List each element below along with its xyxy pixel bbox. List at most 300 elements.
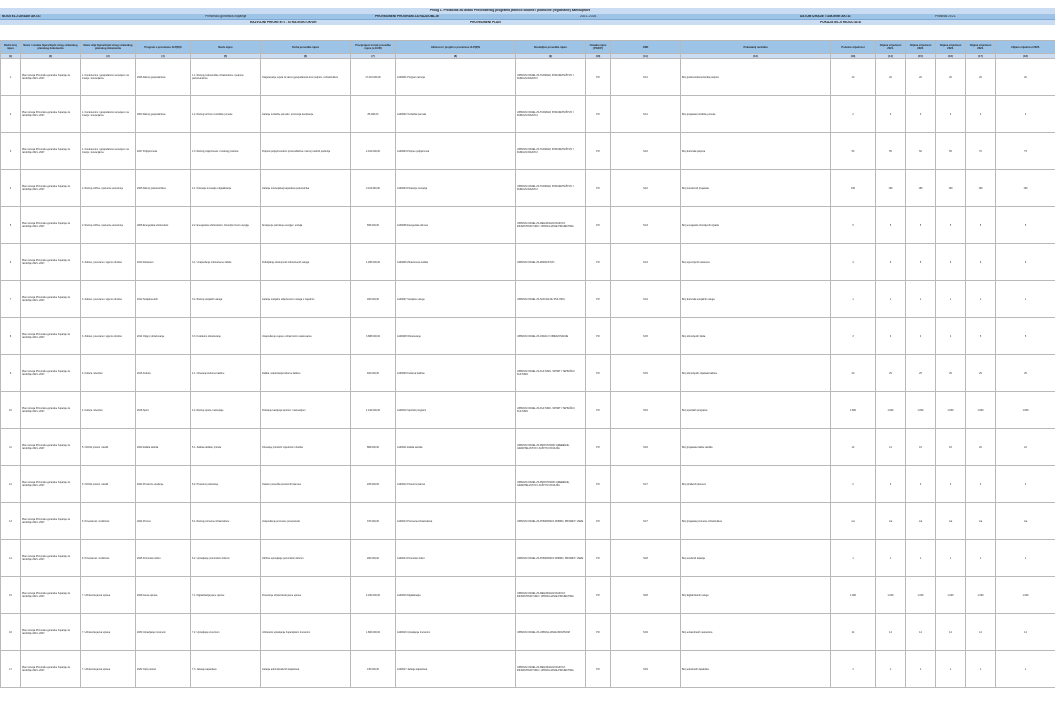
cell-v2: 150 [906,170,936,207]
column-number: (15) [906,54,936,59]
cell-activity: A100010 Sportski programi [396,392,516,429]
cell-mark: PO [586,651,611,688]
period-label: PROVEDBENI PROGRAM ZA RAZDOBLJE [375,15,439,18]
cell-v2: 60 [906,133,936,170]
cell-measure: 6.2. Upravljanje pomorskim dobrom [191,540,261,577]
cell-holder: UPRAVNI ODJEL ZA REGIONALNI RAZVOJ, INFRASTRUKTURU I UPRAVLJANJE PROJEKTIMA [516,651,586,688]
cell-goal: 1. Konkurentno i gospodarstvo temeljeno na znanju i inovacijama [81,59,136,96]
column-header: Nositelj/ce provedbe mjere [516,41,586,54]
column-number: (1) [1,54,21,59]
cell-no: 11 [1,429,21,466]
cell-program: 2018 Sport [136,392,191,429]
table-row [1,466,1055,503]
cell-v3: n/a [936,503,966,540]
cell-doc: Plan razvoja Primorsko-goranske županije za razdoblje 2021.-2027. [21,392,81,429]
cell-activity: A100004 Poticanje inovacija [396,170,516,207]
cell-program: 2005 Razvoj poduzetništva [136,170,191,207]
cell-v2: 1 [906,651,936,688]
cell-v1: 5 [876,207,906,244]
cell-v3: 4 [936,318,966,355]
cell-holder: UPRAVNI ODJEL ZA TURIZAM, PODUZETNIŠTVO I RURALNI RAZVOJ [516,170,586,207]
cell-mark: PO [586,207,611,244]
cell-program: 2025 Pomorsko dobro [136,540,191,577]
cell-v3: 1.000 [936,577,966,614]
cell-activity: A100006 Zdravstvena zaštita [396,244,516,281]
cell-purpose: Zaštita i valorizacija kulturne baštine [261,355,351,392]
cell-holder: UPRAVNI ODJEL ZA PROSTORNO UREĐENJE, GRADITELJSTVO I ZAŠTITU OKOLIŠA [516,466,586,503]
cell-v1: 5 [876,244,906,281]
cell-no: 15 [1,577,21,614]
cell-cost: 225.000,00 [351,466,396,503]
column-header: Pokazatelj rezultata [681,41,831,54]
cell-v4: 25 [966,355,996,392]
cell-v2: 4 [906,318,936,355]
cell-program: 2012 Socijalna skrb [136,281,191,318]
cell-v4: 5 [966,207,996,244]
cell-purpose: Unapređenje uvjeta u obrazovnim ustanovama [261,318,351,355]
cell-purpose: Unapređenje prometne povezanosti [261,503,351,540]
cell-goal: 1. Konkurentno i gospodarstvo temeljeno na znanju i inovacijama [81,133,136,170]
cell-doc: Plan razvoja Primorsko-goranske županije za razdoblje 2021.-2027. [21,207,81,244]
cell-indicator: Broj korisnika potpora [681,133,831,170]
cell-no: 6 [1,244,21,281]
cell-doc: Plan razvoja Primorsko-goranske županije za razdoblje 2021.-2027. [21,466,81,503]
cell-indicator: Broj educiranih djelatnika [681,651,831,688]
cell-v5: 25 [996,355,1055,392]
measures-table [0,40,1055,688]
cell-holder: UPRAVNI ODJEL ZA UPRAVLJANJE IMOVINOM [516,614,586,651]
cell-program: 2026 Razvoj gospodarstva [136,59,191,96]
cell-v3: 5 [936,207,966,244]
cell-doc: Plan razvoja Primorsko-goranske županije za razdoblje 2021.-2027. [21,59,81,96]
cell-activity: A100003 Potpore poljoprivredi [396,133,516,170]
cell-v2: 2 [906,466,936,503]
column-header: Ciljana vrijednost 2022. [906,41,936,54]
cell-measure: 7.3. Jačanje kapaciteta [191,651,261,688]
cell-base: 3 [831,318,876,355]
cell-mark: PO [586,96,611,133]
cell-holder: UPRAVNI ODJEL ZA TURIZAM, PODUZETNIŠTVO I RURALNI RAZVOJ [516,133,586,170]
column-header: Procijenjeni trošak provedbe mjere (u EUR) [351,41,396,54]
cell-v1: 1 [876,281,906,318]
cell-osd: SC3 [611,207,681,244]
cell-v5: 1 [996,651,1055,688]
table-row [1,207,1055,244]
cell-indicator: Broj projekata zaštite okoliša [681,429,831,466]
cell-indicator: Broj projekata turističke ponude [681,96,831,133]
table-row [1,133,1055,170]
cell-v4: 70 [966,133,996,170]
cell-v3: 65 [936,133,966,170]
cell-measure: 1.1. Razvoj poduzetničke infrastrukture i potpora poduzetnicima [191,59,261,96]
cell-mark: PO [586,281,611,318]
cell-goal: 4. Kultura i identitet [81,355,136,392]
cell-measure: 3.2. Razvoj socijalnih usluga [191,281,261,318]
cell-base: 150 [831,170,876,207]
cell-indicator: Broj opremljenih ustanova [681,244,831,281]
cell-goal: 6. Povezanost i mobilnost [81,540,136,577]
cell-cost: 665.000,00 [351,207,396,244]
column-header: Ciljana vrijednost 2021. [876,41,906,54]
cell-base: 4 [831,244,876,281]
cell-osd: SC6 [611,429,681,466]
cell-v4: n/a [966,503,996,540]
cell-goal: 1. Konkurentno i gospodarstvo temeljeno na znanju i inovacijama [81,96,136,133]
cell-no: 16 [1,614,21,651]
cell-v2: 1 [906,281,936,318]
cell-holder: UPRAVNI ODJEL ZA SOCIJALNU POLITIKU [516,281,586,318]
cell-activity: A100011 Zaštita okoliša [396,429,516,466]
cell-purpose: Održivo upravljanje pomorskim dobrom [261,540,351,577]
cell-holder: UPRAVNI ODJEL ZA KULTURU, SPORT I TEHNIČKU KULTURU [516,355,586,392]
cell-v4: 20 [966,59,996,96]
table-row [1,355,1055,392]
cell-cost: 1.243.000,00 [351,392,396,429]
cell-osd: SC8 [611,540,681,577]
cell-program: 2020 Zaštita okoliša [136,429,191,466]
cell-v4: 3 [966,96,996,133]
cell-v1: 1.000 [876,577,906,614]
cell-v1: 2 [876,466,906,503]
column-header: Aktivnost / projekt u proračunu JLP(R)S [396,41,516,54]
cell-doc: Plan razvoja Primorsko-goranske županije za razdoblje 2021.-2027. [21,651,81,688]
cell-program: 2028 Javna uprava [136,577,191,614]
cell-mark: PO [586,577,611,614]
cell-goal: 2. Razvoj održive i pametne ekonomije [81,170,136,207]
cell-cost: 17.219.030,00 [351,59,396,96]
date-label: DATUM IZRADE / IZMJENE AKTA: [800,15,851,18]
cell-base: 20 [831,355,876,392]
cell-goal: 7. Učinkovita javna uprava [81,651,136,688]
cell-v3: 25 [936,355,966,392]
column-number: (4) [136,54,191,59]
cell-doc: Plan razvoja Primorsko-goranske županije za razdoblje 2021.-2027. [21,540,81,577]
cell-purpose: Poticanje bavljenja sportom i rekreacijom [261,392,351,429]
cell-osd: SC4 [611,244,681,281]
cell-no: 5 [1,207,21,244]
cell-indicator: Broj obnovljenih škola [681,318,831,355]
cell-holder: UPRAVNI ODJEL ZA REGIONALNI RAZVOJ, INFRASTRUKTURU I UPRAVLJANJE PROJEKTIMA [516,207,586,244]
cell-v4: 1 [966,651,996,688]
cell-holder: UPRAVNI ODJEL ZA TURIZAM, PODUZETNIŠTVO I RURALNI RAZVOJ [516,59,586,96]
cell-base: 14 [831,614,876,651]
table-row [1,429,1055,466]
cell-measure: 1.2. Razvoj turizma i turističke ponude [191,96,261,133]
cell-doc: Plan razvoja Primorsko-goranske županije za razdoblje 2021.-2027. [21,429,81,466]
cell-purpose: Povećanje učinkovitosti javne uprave [261,577,351,614]
cell-v1: 1 [876,540,906,577]
cell-no: 3 [1,133,21,170]
cell-mark: PO [586,429,611,466]
cell-holder: UPRAVNI ODJEL ZA KULTURU, SPORT I TEHNIČKU KULTURU [516,392,586,429]
cell-activity: A100013 Prometna infrastruktura [396,503,516,540]
cell-mark: PO [586,466,611,503]
cell-base: 10 [831,59,876,96]
cell-indicator: Broj projekata prometne infrastrukture [681,503,831,540]
column-number: (11) [611,54,681,59]
cell-mark: PO [586,318,611,355]
cell-v4: 1 [966,540,996,577]
cell-cost: 4.150.000,00 [351,577,396,614]
cell-purpose: Potpora poljoprivrednim proizvođačima i razvoj ruralnih područja [261,133,351,170]
cell-v1: 3 [876,96,906,133]
cell-cost: 400.000,00 [351,355,396,392]
cell-v1: 55 [876,133,906,170]
cell-v5: 1 [996,281,1055,318]
document-title: Prilog 1. Predložak za izradu Provedbenog programa jedinice lokalne i područne (regionalne) samouprave [430,9,591,12]
cell-cost: 1.800.000,00 [351,614,396,651]
cell-v2: 1.800 [906,392,936,429]
cell-v5: 14 [996,614,1055,651]
column-number: (6) [261,54,351,59]
cell-program: 2014 Odgoj i obrazovanje [136,318,191,355]
cell-v4: 14 [966,614,996,651]
header-row [1,41,1055,54]
cell-v1: 1.800 [876,392,906,429]
table-row [1,244,1055,281]
cell-v2: 3 [906,96,936,133]
column-number: (18) [996,54,1055,59]
cell-v4: 1.800 [966,392,996,429]
cell-doc: Plan razvoja Primorsko-goranske županije za razdoblje 2021.-2027. [21,281,81,318]
cell-doc: Plan razvoja Primorsko-goranske županije za razdoblje 2021.-2027. [21,170,81,207]
cell-v1: 25 [876,355,906,392]
cell-v3: 2 [936,466,966,503]
cell-base: 1 [831,651,876,688]
table-row [1,96,1055,133]
cell-goal: 5. Održivi prostor i okoliš [81,429,136,466]
cell-v4: 2 [966,466,996,503]
cell-doc: Plan razvoja Primorsko-goranske županije za razdoblje 2021.-2027. [21,577,81,614]
cell-v3: 150 [936,170,966,207]
column-number: (14) [876,54,906,59]
cell-v2: 20 [906,59,936,96]
cell-program: 2032 Opći poslovi [136,651,191,688]
cell-activity: A100012 Prostorni planovi [396,466,516,503]
column-number: (12) [681,54,831,59]
holder-label: NOSITELJ IZRADE AKTA: [2,15,41,18]
cell-doc: Plan razvoja Primorsko-goranske županije za razdoblje 2021.-2027. [21,133,81,170]
column-number: (2) [21,54,81,59]
cell-v3: 3 [936,96,966,133]
table-row [1,540,1055,577]
cell-activity: A100007 Socijalne usluge [396,281,516,318]
cell-base: 1 [831,540,876,577]
cell-v3: 20 [936,59,966,96]
cell-goal: 2. Razvoj održive i pametne ekonomije [81,207,136,244]
cell-no: 10 [1,392,21,429]
column-number: (17) [966,54,996,59]
cell-mark: PO [586,59,611,96]
table-row [1,577,1055,614]
cell-measure: 2.1. Poticanje inovacija i digitalizacije [191,170,261,207]
cell-v5: 1 [996,540,1055,577]
column-header: Redni broj mjere [1,41,21,54]
section-plan: PROVEDBENI PLAN [470,20,501,24]
column-header: Početna vrijednost [831,41,876,54]
cell-indicator: Broj izrađenih planova [681,466,831,503]
cell-base: 5 [831,207,876,244]
cell-indicator: Broj evidentiranih nekretnina [681,614,831,651]
cell-v5: 150 [996,170,1055,207]
cell-purpose: Smanjenje potrošnje energije i emisija [261,207,351,244]
cell-activity: A100009 Kulturna baština [396,355,516,392]
cell-no: 12 [1,466,21,503]
cell-mark: PO [586,503,611,540]
cell-base: 50 [831,133,876,170]
cell-v4: 1 [966,281,996,318]
section-indicators: POKAZATELJI REZULTATA [820,20,861,24]
cell-osd: SC9 [611,614,681,651]
cell-v3: 6 [936,244,966,281]
cell-doc: Plan razvoja Primorsko-goranske županije za razdoblje 2021.-2027. [21,96,81,133]
column-number: (3) [81,54,136,59]
cell-holder: UPRAVNI ODJEL ZA PROSTORNO UREĐENJE, GRADITELJSTVO I ZAŠTITU OKOLIŠA [516,429,586,466]
column-header: Naziv i oznaka hijerarhijski višeg strateškog planskog dokumenta [21,41,81,54]
cell-v1: 150 [876,170,906,207]
cell-v5: 22 [996,429,1055,466]
cell-purpose: Poboljšanje dostupnosti zdravstvenih usluga [261,244,351,281]
section-bar [0,20,1055,25]
cell-holder: UPRAVNI ODJEL ZA REGIONALNI RAZVOJ, INFRASTRUKTURU I UPRAVLJANJE PROJEKTIMA [516,577,586,614]
cell-program: 2016 Kultura [136,355,191,392]
cell-activity: A100017 Jačanje kapaciteta [396,651,516,688]
cell-goal: 3. Zdravo, povezano i sigurno društvo [81,318,136,355]
cell-v4: 1.000 [966,577,996,614]
cell-base: 2 [831,466,876,503]
cell-purpose: Jačanje turističke ponude i promocija destinacije [261,96,351,133]
cell-v2: 25 [906,355,936,392]
cell-goal: 5. Održivi prostor i okoliš [81,466,136,503]
cell-indicator: Broj inovativnih projekata [681,170,831,207]
table-row [1,503,1055,540]
cell-osd: SC4 [611,281,681,318]
cell-indicator: Broj digitaliziranih usluga [681,577,831,614]
cell-cost: 889.000,00 [351,429,396,466]
cell-program: 2027 Poljoprivreda [136,133,191,170]
column-number: (10) [586,54,611,59]
cell-measure: 4.1. Očuvanje kulturne baštine [191,355,261,392]
column-header: Ciljana vrijednost 2025. [996,41,1055,54]
cell-v2: n/a [906,503,936,540]
cell-v2: 16 [906,429,936,466]
column-header: Oznaka mjere (PO/CP) [586,41,611,54]
cell-v1: 14 [876,429,906,466]
cell-base: 12 [831,429,876,466]
cell-activity: A100015 Digitalizacija [396,577,516,614]
column-number: (7) [351,54,396,59]
column-header: Ciljana vrijednost 2024. [966,41,996,54]
cell-indicator: Broj sportskih programa [681,392,831,429]
cell-holder: UPRAVNI ODJEL ZA ZDRAVSTVO [516,244,586,281]
table-row [1,318,1055,355]
cell-doc: Plan razvoja Primorsko-goranske županije za razdoblje 2021.-2027. [21,318,81,355]
column-header: Svrha provedbe mjere [261,41,351,54]
cell-doc: Plan razvoja Primorsko-goranske županije za razdoblje 2021.-2027. [21,503,81,540]
cell-measure: 6.1. Razvoj prometne infrastrukture [191,503,261,540]
cell-goal: 6. Povezanost i mobilnost [81,503,136,540]
cell-activity: A100014 Pomorsko dobro [396,540,516,577]
cell-osd: SC8 [611,577,681,614]
cell-goal: 3. Zdravo, povezano i sigurno društvo [81,281,136,318]
cell-purpose: Učinkovito upravljanje županijskom imovinom [261,614,351,651]
cell-no: 7 [1,281,21,318]
column-number: (13) [831,54,876,59]
cell-v5: 1.000 [996,577,1055,614]
cell-v2: 5 [906,207,936,244]
cell-v2: 14 [906,614,936,651]
cell-osd: SC7 [611,503,681,540]
cell-measure: 3.3. Kvalitetno obrazovanje [191,318,261,355]
cell-mark: PO [586,244,611,281]
cell-v5: 5 [996,318,1055,355]
cell-osd: SC1 [611,59,681,96]
column-header: Program u proračunu JLP(R)S [136,41,191,54]
cell-cost: 135.000,00 [351,651,396,688]
cell-goal: 4. Kultura i identitet [81,392,136,429]
cell-goal: 7. Učinkovita javna uprava [81,614,136,651]
cell-v5: 6 [996,244,1055,281]
cell-indicator: Broj energetski obnovljenih zgrada [681,207,831,244]
cell-osd: SC6 [611,392,681,429]
cell-cost: 1.256.000,00 [351,244,396,281]
cell-base: 1 [831,281,876,318]
cell-no: 13 [1,503,21,540]
date-value: Prosinac 2021. [935,15,957,18]
cell-indicator: Broj korisnika socijalnih usluga [681,281,831,318]
cell-doc: Plan razvoja Primorsko-goranske županije za razdoblje 2021.-2027. [21,244,81,281]
table-row [1,170,1055,207]
cell-measure: 4.2. Razvoj sporta i rekreacije [191,392,261,429]
cell-v5: 20 [996,59,1055,96]
section-strategic: RAZVOJNI PRIORITETI - STRATEŠKI OKVIR [250,20,317,24]
cell-osd: SC7 [611,466,681,503]
cell-cost: 370.000,00 [351,503,396,540]
cell-holder: UPRAVNI ODJEL ZA TURIZAM, PODUZETNIŠTVO I RURALNI RAZVOJ [516,96,586,133]
cell-v1: n/a [876,503,906,540]
cell-v3: 1 [936,281,966,318]
holder-value: Primorsko-goranska županija [205,15,247,18]
cell-osd: SC1 [611,96,681,133]
cell-measure: 5.2. Prostorno planiranje [191,466,261,503]
cell-base: 1.000 [831,577,876,614]
cell-no: 4 [1,170,21,207]
cell-activity: A100002 Turistička ponuda [396,96,516,133]
cell-osd: SC9 [611,651,681,688]
cell-no: 1 [1,59,21,96]
cell-doc: Plan razvoja Primorsko-goranske županije za razdoblje 2021.-2027. [21,355,81,392]
cell-v5: 1.800 [996,392,1055,429]
cell-v3: 1.800 [936,392,966,429]
cell-no: 14 [1,540,21,577]
column-number: (8) [396,54,516,59]
column-number: (16) [936,54,966,59]
cell-purpose: Jačanje socijalne uključenosti i usluga u zajednici [261,281,351,318]
cell-mark: PO [586,392,611,429]
column-header: OSD [611,41,681,54]
table-row [1,651,1055,688]
cell-indicator: Broj uređenih lokacija [681,540,831,577]
cell-v4: 6 [966,244,996,281]
cell-base: n/a [831,503,876,540]
cell-v5: 75 [996,133,1055,170]
cell-no: 8 [1,318,21,355]
cell-indicator: Broj poduzetnika korisnika potpora [681,59,831,96]
cell-v3: 1 [936,540,966,577]
cell-mark: PO [586,614,611,651]
cell-osd: SC5 [611,318,681,355]
cell-cost: 3.688.000,00 [351,318,396,355]
